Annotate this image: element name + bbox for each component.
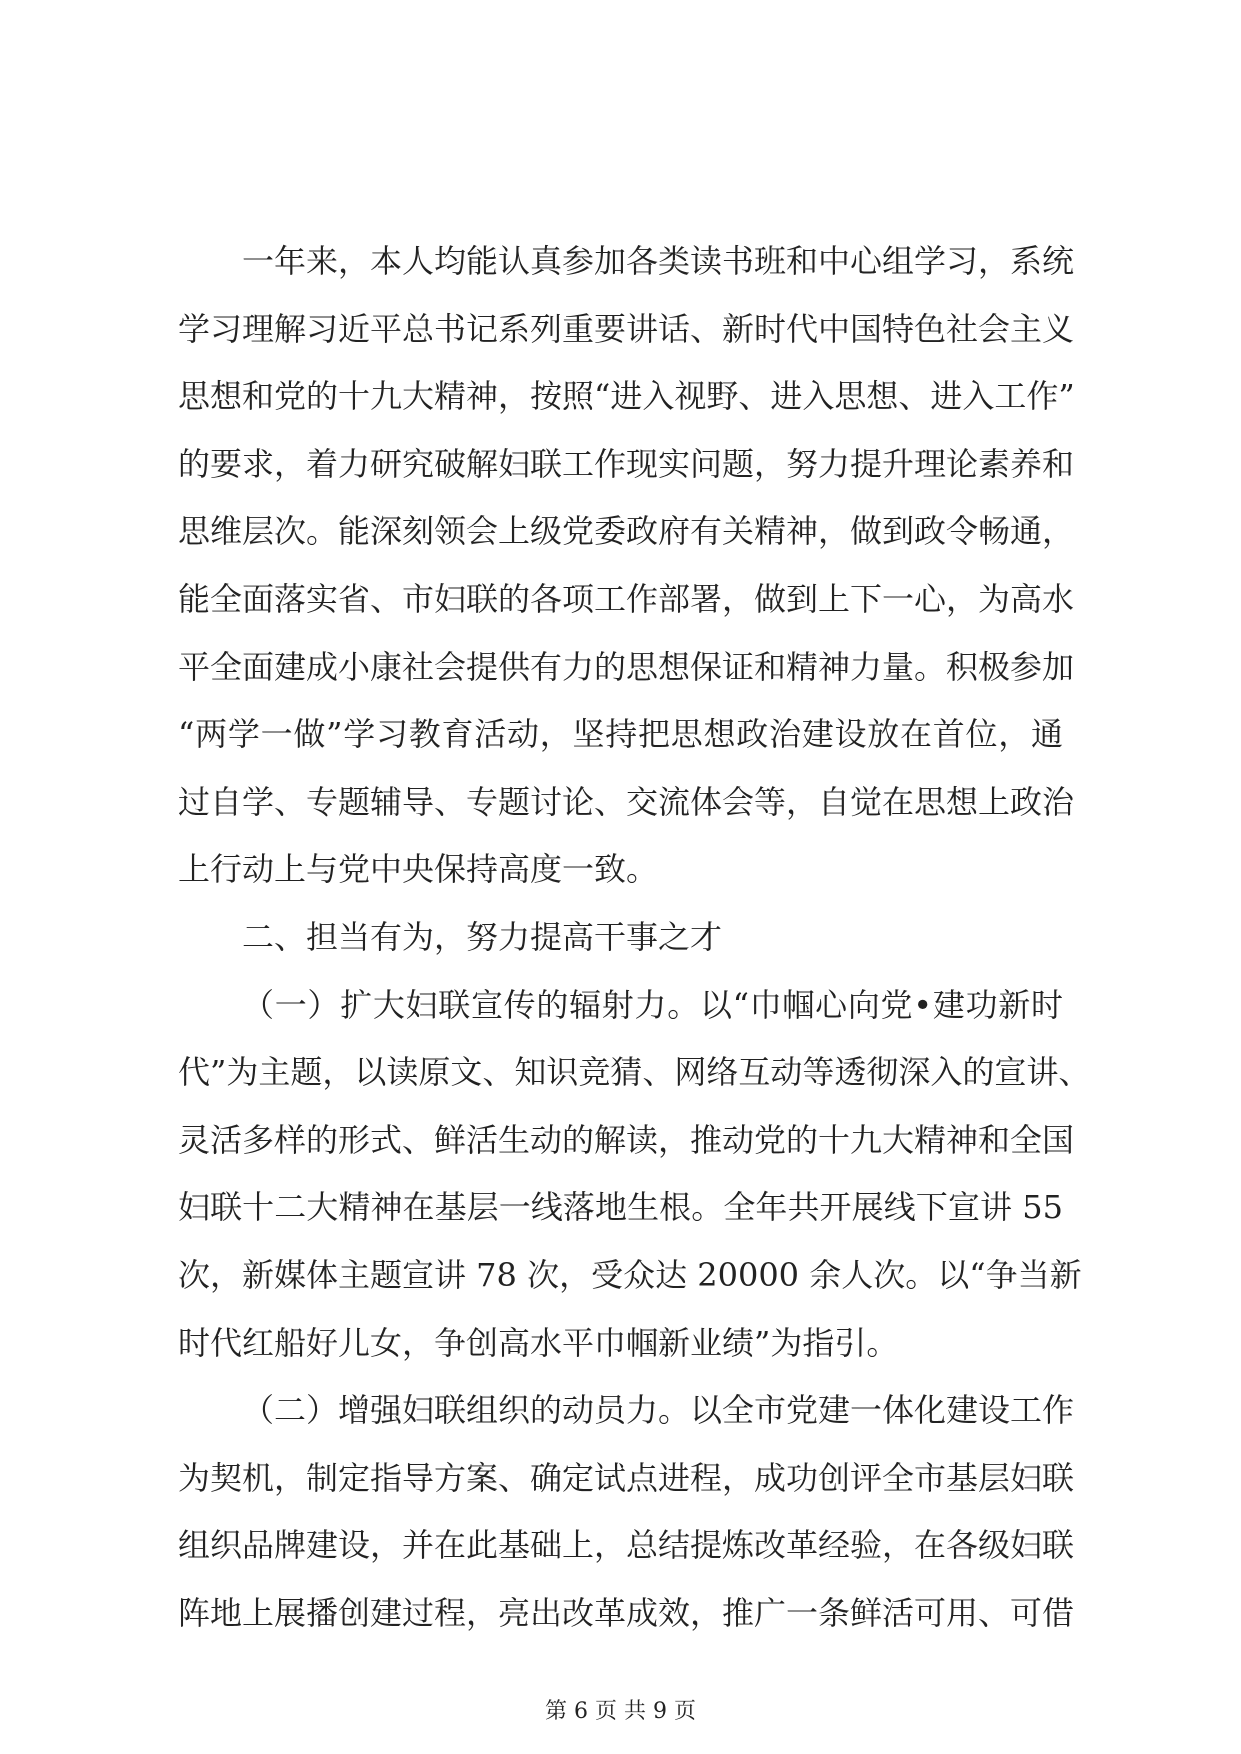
paragraph-line: 代”为主题，以读原文、知识竞猜、网络互动等透彻深入的宣讲、 [178,1053,1091,1092]
paragraph-line: 思维层次。能深刻领会上级党委政府有关精神，做到政令畅通， [178,512,1075,551]
paragraph-line: 学习理解习近平总书记系列重要讲话、新时代中国特色社会主义 [178,309,1075,348]
paragraph-line: 为契机，制定指导方案、确定试点进程，成功创评全市基层妇联 [178,1458,1075,1497]
paragraph-line: 一年来，本人均能认真参加各类读书班和中心组学习，系统 [242,242,1075,280]
paragraph-line: 妇联十二大精神在基层一线落地生根。全年共开展线下宣讲 55 [178,1188,1063,1227]
document-body [178,228,1091,1647]
paragraph-line: （二）增强妇联组织的动员力。以全市党建一体化建设工作 [242,1391,1075,1430]
paragraph-line: 平全面建成小康社会提供有力的思想保证和精神力量。积极参加 [178,647,1075,686]
paragraph-line: 能全面落实省、市妇联的各项工作部署，做到上下一心，为高水 [178,579,1075,618]
paragraph-line: 时代红船好儿女，争创高水平巾帼新业绩”为指引。 [178,1323,899,1362]
paragraph-line: 次，新媒体主题宣讲 78 次，受众达 20000 余人次。以“争当新 [178,1255,1082,1294]
paragraph-line: 上行动上与党中央保持高度一致。 [178,850,659,889]
paragraph-line: （一）扩大妇联宣传的辐射力。以“巾帼心向党•建功新时 [242,985,1063,1024]
paragraph-line: 的要求，着力研究破解妇联工作现实问题，努力提升理论素养和 [178,444,1075,483]
page-number-footer: 第 6 页 共 9 页 [545,1699,696,1724]
paragraph-line: 过自学、专题辅导、专题讨论、交流体会等，自觉在思想上政治 [178,782,1075,821]
section-heading: 二、担当有为，努力提高干事之才 [242,917,723,956]
paragraph-line: 灵活多样的形式、鲜活生动的解读，推动党的十九大精神和全国 [178,1120,1075,1159]
paragraph-line: 阵地上展播创建过程，亮出改革成效，推广一条鲜活可用、可借 [178,1593,1075,1632]
paragraph-line: 组织品牌建设，并在此基础上，总结提炼改革经验，在各级妇联 [178,1526,1075,1565]
paragraph-line: 思想和党的十九大精神，按照“进入视野、进入思想、进入工作” [178,377,1075,416]
paragraph-line: “两学一做”学习教育活动，坚持把思想政治建设放在首位，通 [178,715,1063,754]
